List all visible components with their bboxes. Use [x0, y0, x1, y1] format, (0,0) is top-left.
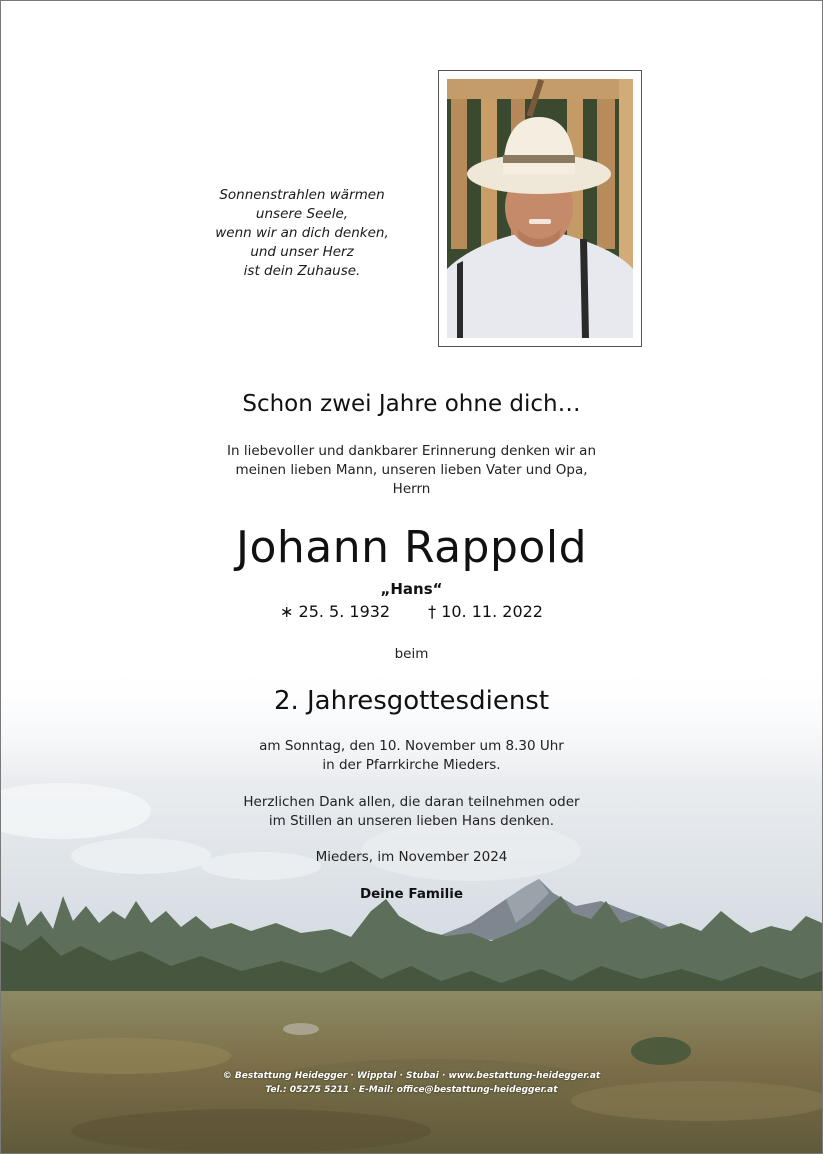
memorial-poem — [197, 186, 407, 281]
footer-line: © Bestattung Heidegger · Wipptal · Stubai · www.bestattung-heidegger.at — [222, 1071, 601, 1081]
poem-line: ist dein Zuhause. — [243, 263, 361, 279]
poem-line: wenn wir an dich denken, — [215, 225, 389, 241]
thanks-line: im Stillen an unseren lieben Hans denken. — [268, 813, 555, 829]
deceased-name: Johann Rappold — [235, 522, 587, 573]
intro-line: In liebevoller und dankbarer Erinnerung denken wir an — [227, 443, 596, 459]
poem-line: und unser Herz — [250, 244, 354, 260]
headline: Schon zwei Jahre ohne dich… — [242, 391, 581, 417]
life-dates — [1, 602, 822, 621]
poem-line: unsere Seele, — [255, 206, 349, 222]
footer-line: Tel.: 05275 5211 · E-Mail: office@bestattung-heidegger.at — [265, 1085, 558, 1095]
service-title: 2. Jahresgottesdienst — [273, 686, 550, 716]
poem-line: Sonnenstrahlen wärmen — [219, 187, 385, 203]
signature: Deine Familie — [359, 886, 464, 902]
intro-line: meinen lieben Mann, unseren lieben Vater und Opa, — [235, 462, 588, 478]
portrait-photo — [447, 79, 633, 338]
connector-text: beim — [394, 646, 429, 662]
intro-line: Herrn — [392, 481, 431, 497]
birth-date: ∗ 25. 5. 1932 — [280, 602, 391, 621]
death-date: † 10. 11. 2022 — [428, 602, 543, 621]
place-date: Mieders, im November 2024 — [315, 849, 508, 865]
service-details — [1, 737, 822, 775]
service-line: in der Pfarrkirche Mieders. — [322, 757, 501, 773]
thanks-text — [1, 793, 822, 831]
funeral-home-footer — [1, 1069, 822, 1097]
intro-text — [1, 442, 822, 499]
service-line: am Sonntag, den 10. November um 8.30 Uhr — [259, 738, 564, 754]
deceased-nickname: „Hans“ — [380, 580, 443, 598]
portrait-frame — [438, 70, 642, 347]
thanks-line: Herzlichen Dank allen, die daran teilnehmen oder — [243, 794, 580, 810]
